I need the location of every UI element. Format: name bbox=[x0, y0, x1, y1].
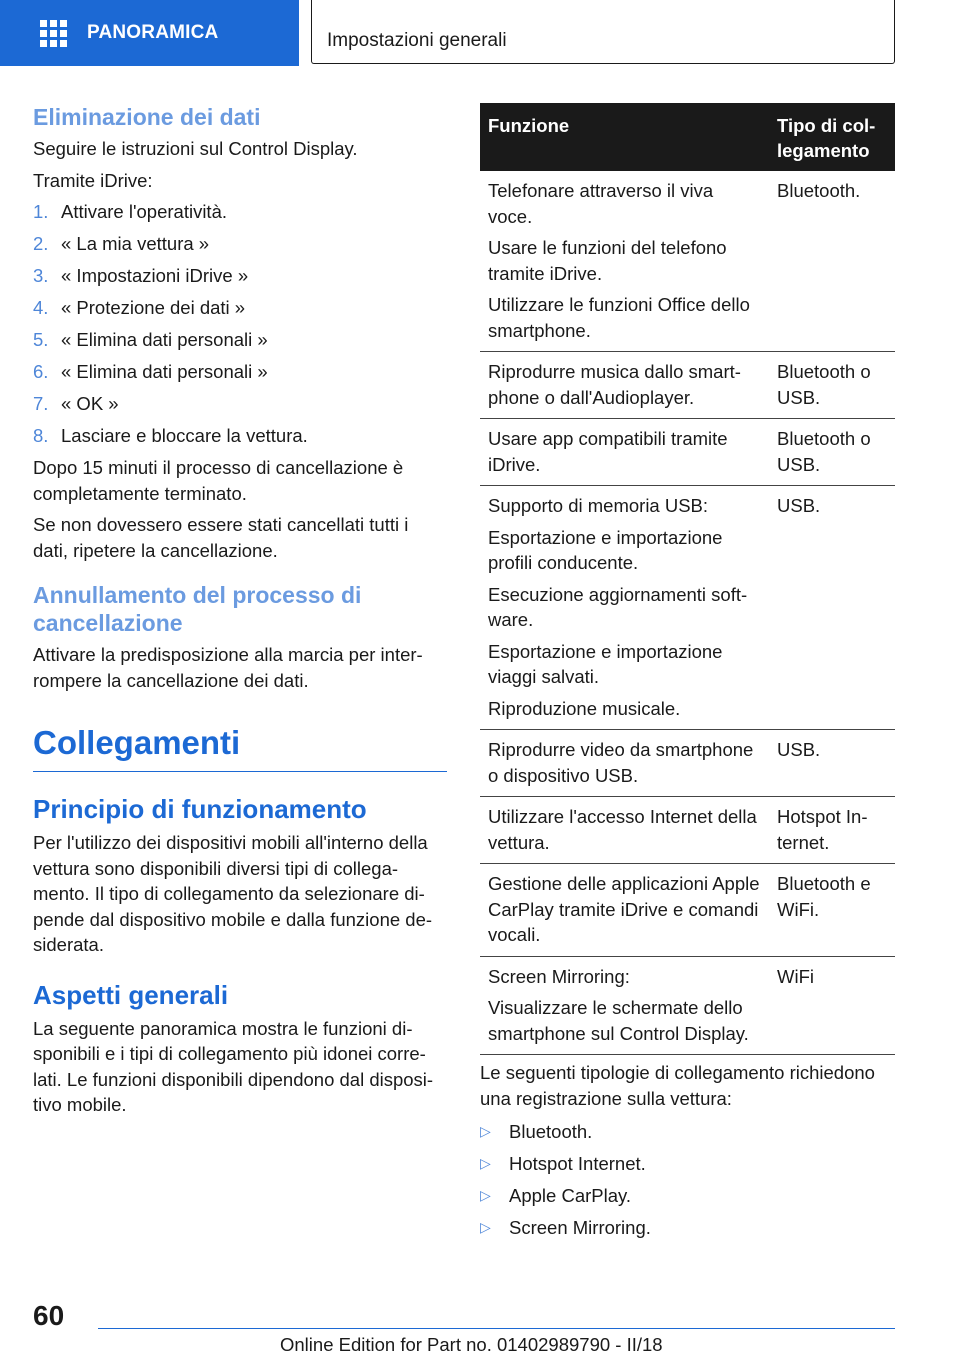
step-text: « Impostazioni iDrive » bbox=[61, 265, 249, 286]
list-item bbox=[33, 295, 447, 321]
left-column bbox=[33, 103, 447, 1118]
table-row bbox=[480, 352, 895, 419]
cell-line: Riproduzione musicale. bbox=[488, 697, 681, 719]
grid-icon bbox=[40, 20, 67, 47]
step-number: 4. bbox=[33, 297, 49, 318]
step-text: « Elimina dati personali » bbox=[61, 329, 268, 350]
section-header bbox=[311, 0, 895, 64]
heading-general: Aspetti generali bbox=[33, 979, 229, 1010]
cell-line: Esportazione e importazione profili conducente. bbox=[488, 526, 723, 573]
list-item-text: Bluetooth. bbox=[509, 1121, 593, 1142]
heading-cancel: Annullamento del processo di cancellazione bbox=[33, 582, 362, 636]
step-text: « Protezione dei dati » bbox=[61, 297, 246, 318]
step-number: 1. bbox=[33, 201, 49, 222]
cell-type: Bluetooth o USB. bbox=[769, 419, 895, 486]
triangle-bullet-icon: ▷ bbox=[480, 1123, 491, 1139]
footer-divider bbox=[98, 1328, 895, 1329]
paragraph-registration: Le seguenti tipologie di collegamento richiedono una registrazione sulla vettura: bbox=[480, 1062, 875, 1109]
cell-line: Esportazione e importazione viaggi salvati. bbox=[488, 640, 723, 687]
table-row bbox=[480, 419, 895, 486]
cell-line: Riprodurre video da smartphone o dispositivo USB. bbox=[488, 739, 754, 786]
overview-tab-label: PANORAMICA bbox=[87, 22, 219, 43]
heading-connections: Collegamenti bbox=[33, 723, 447, 772]
registration-list bbox=[480, 1119, 895, 1241]
list-item bbox=[480, 1151, 895, 1177]
column-header-type: Tipo di collegamento bbox=[769, 103, 895, 171]
list-item-text: Screen Mirroring. bbox=[509, 1217, 651, 1238]
step-number: 3. bbox=[33, 265, 49, 286]
paragraph-cancel: Attivare la predisposizione alla marcia per interrompere la cancellazione dei dati. bbox=[33, 644, 423, 691]
cell-function bbox=[480, 352, 769, 419]
paragraph-follow: Seguire le istruzioni sul Control Display. bbox=[33, 138, 358, 159]
paragraph-general: La seguente panoramica mostra le funzioni disponibili e i tipi di collegamento più idonei correlati. Le funzioni disponibili dipendono dal dispositivo mobile. bbox=[33, 1017, 434, 1115]
list-item bbox=[33, 327, 447, 353]
cell-type: WiFi bbox=[769, 956, 895, 1055]
cell-type: USB. bbox=[769, 730, 895, 797]
cell-line: Telefonare attraverso il viva voce. bbox=[488, 180, 714, 227]
registration-section bbox=[480, 1060, 895, 1247]
step-text: Attivare l'operatività. bbox=[61, 201, 227, 222]
step-number: 7. bbox=[33, 393, 49, 414]
list-item bbox=[33, 391, 447, 417]
cell-line: Usare le funzioni del telefono tramite iDrive. bbox=[488, 237, 727, 284]
list-item bbox=[33, 423, 447, 449]
step-number: 6. bbox=[33, 361, 49, 382]
cell-line: Usare app compatibili tramite iDrive. bbox=[488, 428, 728, 475]
table-header-row bbox=[480, 103, 895, 171]
heading-principle: Principio di funzionamento bbox=[33, 794, 367, 824]
table-row bbox=[480, 864, 895, 957]
cell-type: Bluetooth o USB. bbox=[769, 352, 895, 419]
table-row bbox=[480, 730, 895, 797]
step-text: « OK » bbox=[61, 393, 119, 414]
list-item bbox=[480, 1215, 895, 1241]
heading-delete-data: Eliminazione dei dati bbox=[33, 104, 261, 130]
cell-function bbox=[480, 486, 769, 730]
cell-function bbox=[480, 730, 769, 797]
overview-tab[interactable] bbox=[0, 0, 299, 66]
column-header-function: Funzione bbox=[480, 103, 769, 171]
steps-list bbox=[33, 199, 447, 449]
step-number: 2. bbox=[33, 233, 49, 254]
cell-line: Screen Mirroring: bbox=[488, 965, 630, 987]
triangle-bullet-icon: ▷ bbox=[480, 1155, 491, 1171]
paragraph-retry: Se non dovessero essere stati cancellati tutti i dati, ripetere la cancellazione. bbox=[33, 514, 409, 561]
list-item bbox=[33, 231, 447, 257]
table-row bbox=[480, 171, 895, 352]
cell-function bbox=[480, 864, 769, 957]
cell-type: Hotspot Internet. bbox=[769, 797, 895, 864]
cell-line: Esecuzione aggiornamenti software. bbox=[488, 583, 748, 630]
cell-function bbox=[480, 797, 769, 864]
cell-line: Utilizzare l'accesso Internet della vettura. bbox=[488, 806, 757, 853]
list-item-text: Hotspot Internet. bbox=[509, 1153, 646, 1174]
step-text: « La mia vettura » bbox=[61, 233, 210, 254]
connections-table bbox=[480, 103, 895, 1055]
list-item bbox=[33, 263, 447, 289]
step-text: « Elimina dati personali » bbox=[61, 361, 268, 382]
cell-function bbox=[480, 956, 769, 1055]
cell-function bbox=[480, 419, 769, 486]
table-row bbox=[480, 956, 895, 1055]
paragraph-principle: Per l'utilizzo dei dispositivi mobili all'interno della vettura sono disponibili diversi tipi di collegamento. Il tipo di collegamento da selezionare dipende dal dispositivo mobile e dalla funzione desiderata. bbox=[33, 832, 433, 955]
list-item bbox=[480, 1119, 895, 1145]
cell-function bbox=[480, 171, 769, 352]
cell-line: Visualizzare le schermate dello smartphone sul Control Display. bbox=[488, 997, 749, 1044]
footer-edition: Online Edition for Part no. 01402989790 - II/18 bbox=[280, 1334, 663, 1355]
step-text: Lasciare e bloccare la vettura. bbox=[61, 425, 308, 446]
cell-type: USB. bbox=[769, 486, 895, 730]
cell-line: Riprodurre musica dallo smartphone o dall'Audioplayer. bbox=[488, 361, 741, 408]
paragraph-via: Tramite iDrive: bbox=[33, 169, 153, 191]
cell-type: Bluetooth. bbox=[769, 171, 895, 352]
paragraph-after: Dopo 15 minuti il processo di cancellazione è completamente terminato. bbox=[33, 457, 404, 504]
page-number: 60 bbox=[33, 1300, 65, 1331]
section-title: Impostazioni generali bbox=[327, 30, 507, 51]
triangle-bullet-icon: ▷ bbox=[480, 1187, 491, 1203]
cell-line: Supporto di memoria USB: bbox=[488, 495, 709, 516]
cell-line: Gestione delle applicazioni Apple CarPlay tramite iDrive e comandi vocali. bbox=[488, 873, 760, 945]
triangle-bullet-icon: ▷ bbox=[480, 1219, 491, 1235]
cell-line: Utilizzare le funzioni Office dello smartphone. bbox=[488, 294, 750, 341]
cell-type: Bluetooth e WiFi. bbox=[769, 864, 895, 957]
list-item bbox=[480, 1183, 895, 1209]
step-number: 8. bbox=[33, 425, 49, 446]
list-item bbox=[33, 359, 447, 385]
table-row bbox=[480, 797, 895, 864]
list-item bbox=[33, 199, 447, 225]
list-item-text: Apple CarPlay. bbox=[509, 1185, 632, 1206]
step-number: 5. bbox=[33, 329, 49, 350]
table-row bbox=[480, 486, 895, 730]
